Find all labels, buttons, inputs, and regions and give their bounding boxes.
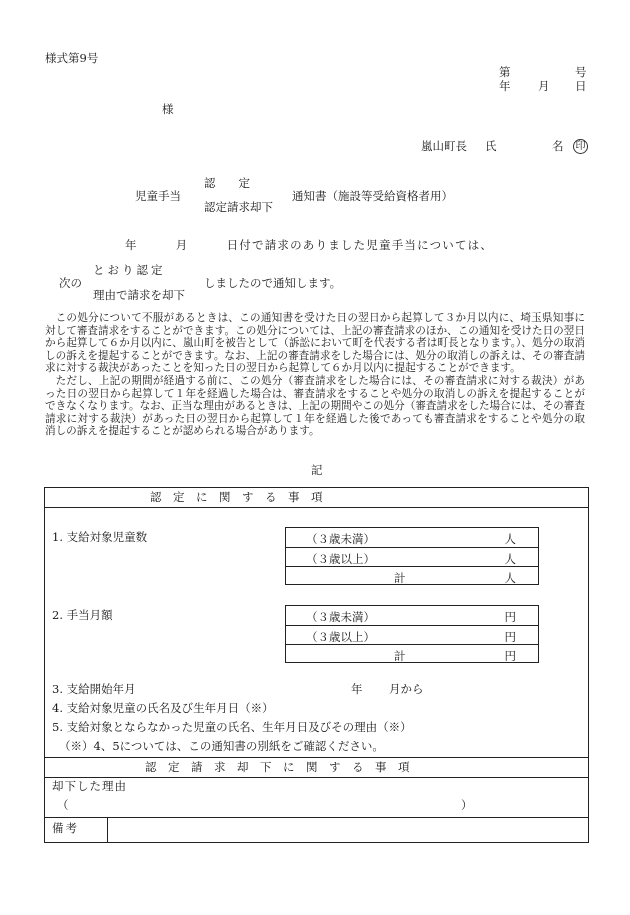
amount-over3-label: （３歳以上） [306,630,375,644]
appendix-note: （※）4、5については、この通知書の別紙をご確認ください。 [59,739,384,753]
children-total-label: 計 [394,571,406,585]
amount-row-over3 [286,625,538,645]
section1-header: 認 定 に 関 す る 事 項 [150,490,323,504]
intro-suffix: しましたので通知します。 [204,276,342,290]
seal-icon: 印 [573,139,588,154]
title-left: 児童手当 [135,189,181,203]
date-day: 日 [575,79,587,93]
title-option-reject: 認定請求却下 [204,200,273,214]
children-over3-unit: 人 [504,552,516,566]
title-option-approve: 認 定 [204,176,250,190]
appeal-notice [45,312,585,438]
reject-reason-label: 却下した理由 [52,779,127,793]
item3-month: 月から [389,682,424,696]
children-under3-unit: 人 [504,532,516,546]
remarks-divider [107,817,108,843]
amount-total-unit: 円 [504,649,516,663]
title-right: 通知書（施設等受給資格者用） [292,189,453,203]
intro-option-approve: とおり認定 [93,263,166,277]
item3-label: 3. 支給開始年月 [52,682,136,696]
amount-over3-unit: 円 [504,630,516,644]
item5-label: 5. 支給対象とならなかった児童の氏名、生年月日及びその理由（※） [52,720,412,734]
children-row-under3 [286,528,538,547]
item4-label: 4. 支給対象児童の氏名及び生年月日（※） [52,701,274,715]
date-year: 年 [499,79,511,93]
item3-year: 年 [351,682,363,696]
issuer-shi: 氏 [485,139,497,153]
children-over3-label: （３歳以上） [306,552,375,566]
amount-total-label: 計 [394,649,406,663]
reject-reason-open-paren: （ [57,798,69,812]
amount-row-total [286,644,538,664]
seal-mark [573,139,588,154]
amount-row-under3 [286,606,538,625]
children-row-over3 [286,547,538,567]
divider [44,757,589,758]
children-total-unit: 人 [504,571,516,585]
divider [44,507,589,508]
ki-mark: 記 [311,463,323,477]
amount-box [285,605,539,663]
remarks-label: 備考 [52,821,79,835]
form-number: 様式第9号 [45,51,99,65]
addressee-suffix: 様 [162,102,174,116]
issuer-mei: 名 [552,139,564,153]
children-count-box [285,527,539,585]
reject-reason-close-paren: ） [461,798,473,812]
item1-label: 1. 支給対象児童数 [52,530,148,544]
section2-header: 認 定 請 求 却 下 に 関 す る 事 項 [145,760,410,774]
intro-option-reject: 理由で請求を却下 [93,288,185,302]
issuer-title: 嵐山町長 [421,139,467,153]
children-under3-label: （３歳未満） [306,532,375,546]
date-month: 月 [538,79,550,93]
intro-prefix: 次の [59,276,82,290]
amount-under3-unit: 円 [504,610,516,624]
appeal-paragraph-1: この処分について不服があるときは、この通知書を受けた日の翌日から起算して３か月以内に、埼玉県知事に対して審査請求をすることができます。この処分については、上記の審査請求のほか、この通知を受けた日の翌日から起算して６か月以内に、嵐山町を被告として（訴訟において町を代表する者は町長となります。）、処分の取消しの訴えを提起することができます。なお、上記の審査請求をした場合には、処分の取消しの訴えは、その審査請求に対する裁決があったことを知った日の翌日から起算して６か月以内に提起することができます。 [45,312,585,375]
appeal-paragraph-2: ただし、上記の期間が経過する前に、この処分（審査請求をした場合には、その審査請求に対する裁決）があった日の翌日から起算して１年を経過した場合は、審査請求をすることや処分の取消しの訴えを提起することができなくなります。なお、正当な理由があるときは、上記の期間やこの処分（審査請求をした場合には、その審査請求に対する裁決）があった日の翌日から起算して１年を経過した後であっても審査請求をすることや処分の取消しの訴えを提起することが認められる場合があります。 [45,374,585,438]
amount-under3-label: （３歳未満） [306,610,375,624]
divider [44,817,589,818]
children-row-total [286,566,538,586]
intro-line1: 年 月 日付で請求のありました児童手当については、 [125,238,494,252]
doc-number-suffix: 号 [575,65,587,79]
divider [44,777,589,778]
item2-label: 2. 手当月額 [52,608,113,622]
doc-number-prefix: 第 [499,65,511,79]
